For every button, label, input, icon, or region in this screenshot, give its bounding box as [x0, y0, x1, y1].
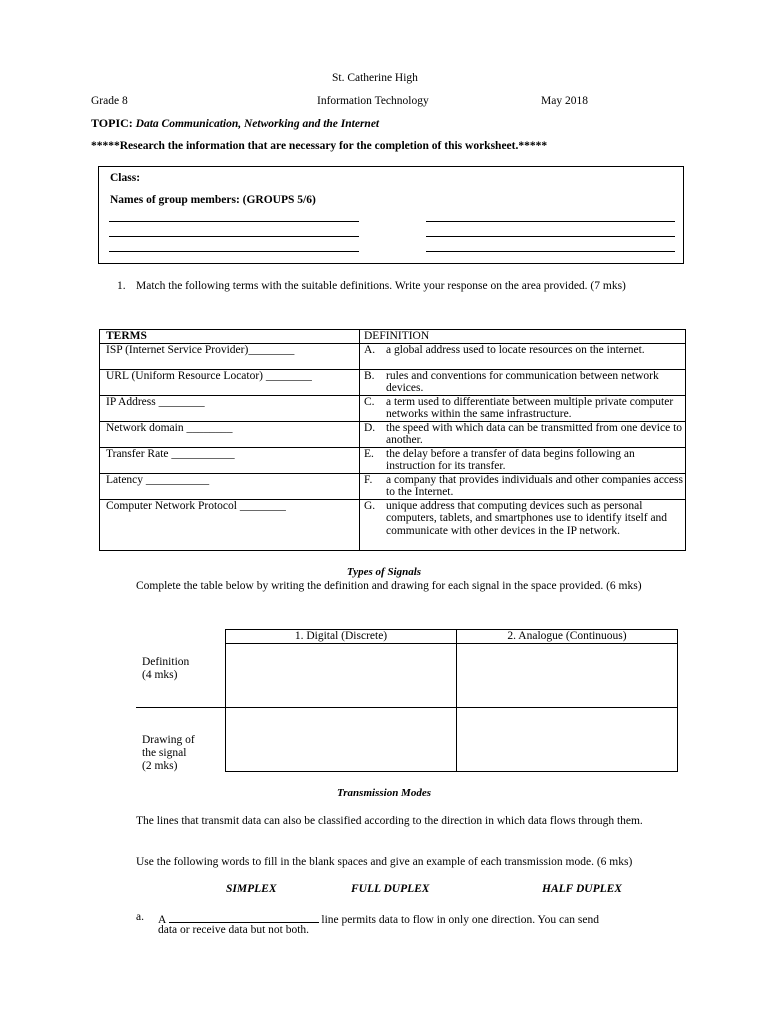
instruction-line: *****Research the information that are necessary for the completion of this worksheet.***** [91, 140, 548, 152]
name-line-3[interactable] [109, 251, 359, 252]
definition-letter: A. [364, 343, 376, 356]
definition-cell [360, 421, 686, 447]
transmission-heading: Transmission Modes [336, 787, 432, 799]
item-a-blank[interactable] [169, 911, 319, 923]
word-simplex: SIMPLEX [226, 883, 277, 895]
table-row [100, 447, 686, 473]
item-a-start: A [158, 914, 166, 926]
definition-letter: B. [364, 369, 375, 382]
term-cell[interactable]: Transfer Rate ___________ [100, 447, 360, 473]
table-row [100, 343, 686, 369]
definition-letter: D. [364, 421, 376, 434]
signals-table [225, 629, 678, 772]
header-definition: DEFINITION [360, 330, 686, 344]
definition-letter: G. [364, 499, 376, 512]
digital-definition-cell[interactable] [226, 644, 457, 708]
drawing-label-1: Drawing of [142, 734, 195, 746]
definition-cell [360, 499, 686, 550]
term-cell[interactable]: IP Address ________ [100, 395, 360, 421]
term-cell[interactable]: URL (Uniform Resource Locator) ________ [100, 369, 360, 395]
name-line-5[interactable] [426, 236, 675, 237]
analogue-column-header: 2. Analogue (Continuous) [457, 630, 678, 644]
drawing-label-2: the signal [142, 747, 187, 759]
definition-cell [360, 447, 686, 473]
definition-text: a term used to differentiate between multiple private computer networks within the same infrastructure. [386, 395, 674, 420]
header-terms: TERMS [100, 330, 360, 344]
topic-text: Data Communication, Networking and the Internet [135, 118, 380, 130]
analogue-definition-cell[interactable] [457, 644, 678, 708]
definition-text: the speed with which data can be transmitted from one device to another. [386, 421, 683, 446]
subject-label: Information Technology [317, 95, 429, 107]
row-divider-line [136, 707, 226, 708]
item-a-line-2: data or receive data but not both. [158, 924, 310, 936]
term-cell[interactable]: Network domain ________ [100, 421, 360, 447]
analogue-drawing-cell[interactable] [457, 708, 678, 772]
class-label: Class: [110, 172, 141, 184]
word-full-duplex: FULL DUPLEX [351, 883, 430, 895]
transmission-paragraph-1: The lines that transmit data can also be classified according to the direction in which data flows through them. [136, 815, 643, 827]
definition-text: rules and conventions for communication between network devices. [386, 369, 659, 394]
definition-marks: (4 mks) [142, 669, 178, 681]
definition-cell [360, 343, 686, 369]
definition-row [226, 644, 678, 708]
digital-column-header: 1. Digital (Discrete) [226, 630, 457, 644]
names-label: Names of group members: (GROUPS 5/6) [110, 194, 316, 206]
name-line-2[interactable] [109, 236, 359, 237]
signals-header-row [226, 630, 678, 644]
item-a-end: line permits data to flow in only one direction. You can send [321, 914, 599, 926]
signals-heading: Types of Signals [346, 566, 422, 578]
transmission-paragraph-2: Use the following words to fill in the blank spaces and give an example of each transmission mode. (6 mks) [136, 856, 633, 868]
definition-letter: F. [364, 473, 373, 486]
drawing-row [226, 708, 678, 772]
word-half-duplex: HALF DUPLEX [542, 883, 622, 895]
table-row [100, 395, 686, 421]
school-name: St. Catherine High [332, 72, 418, 84]
grade-label: Grade 8 [91, 95, 128, 107]
question-1-text: Match the following terms with the suitable definitions. Write your response on the area provided. (7 mks) [136, 280, 626, 292]
signals-instructions: Complete the table below by writing the definition and drawing for each signal in the space provided. (6 mks) [136, 580, 642, 592]
table-header-row [100, 330, 686, 344]
drawing-marks: (2 mks) [142, 760, 178, 772]
definition-cell [360, 473, 686, 499]
name-line-1[interactable] [109, 221, 359, 222]
drawing-row-label [142, 734, 195, 773]
definition-label: Definition [142, 656, 190, 668]
table-row [100, 473, 686, 499]
definition-cell [360, 369, 686, 395]
terms-table [99, 329, 686, 551]
term-cell[interactable]: Latency ___________ [100, 473, 360, 499]
definition-text: a global address used to locate resources on the internet. [386, 343, 645, 356]
definition-row-label [142, 656, 189, 682]
term-cell[interactable]: ISP (Internet Service Provider)________ [100, 343, 360, 369]
table-row [100, 369, 686, 395]
table-row [100, 499, 686, 550]
class-info-box [98, 166, 684, 264]
digital-drawing-cell[interactable] [226, 708, 457, 772]
definition-text: a company that provides individuals and other companies access to the Internet. [386, 473, 683, 498]
table-row [100, 421, 686, 447]
name-line-6[interactable] [426, 251, 675, 252]
name-line-4[interactable] [426, 221, 675, 222]
date-label: May 2018 [541, 95, 588, 107]
definition-text: unique address that computing devices such as personal computers, tablets, and smartphones use to identify itself and communicate with other devices in the IP network. [386, 499, 668, 537]
term-cell[interactable]: Computer Network Protocol ________ [100, 499, 360, 550]
definition-text: the delay before a transfer of data begins following an instruction for its transfer. [386, 447, 635, 472]
question-1-number: 1. [117, 280, 126, 292]
definition-letter: C. [364, 395, 375, 408]
topic-line [91, 117, 379, 131]
topic-label: TOPIC: [91, 116, 133, 130]
definition-letter: E. [364, 447, 374, 460]
definition-cell [360, 395, 686, 421]
item-a-letter: a. [136, 911, 144, 923]
